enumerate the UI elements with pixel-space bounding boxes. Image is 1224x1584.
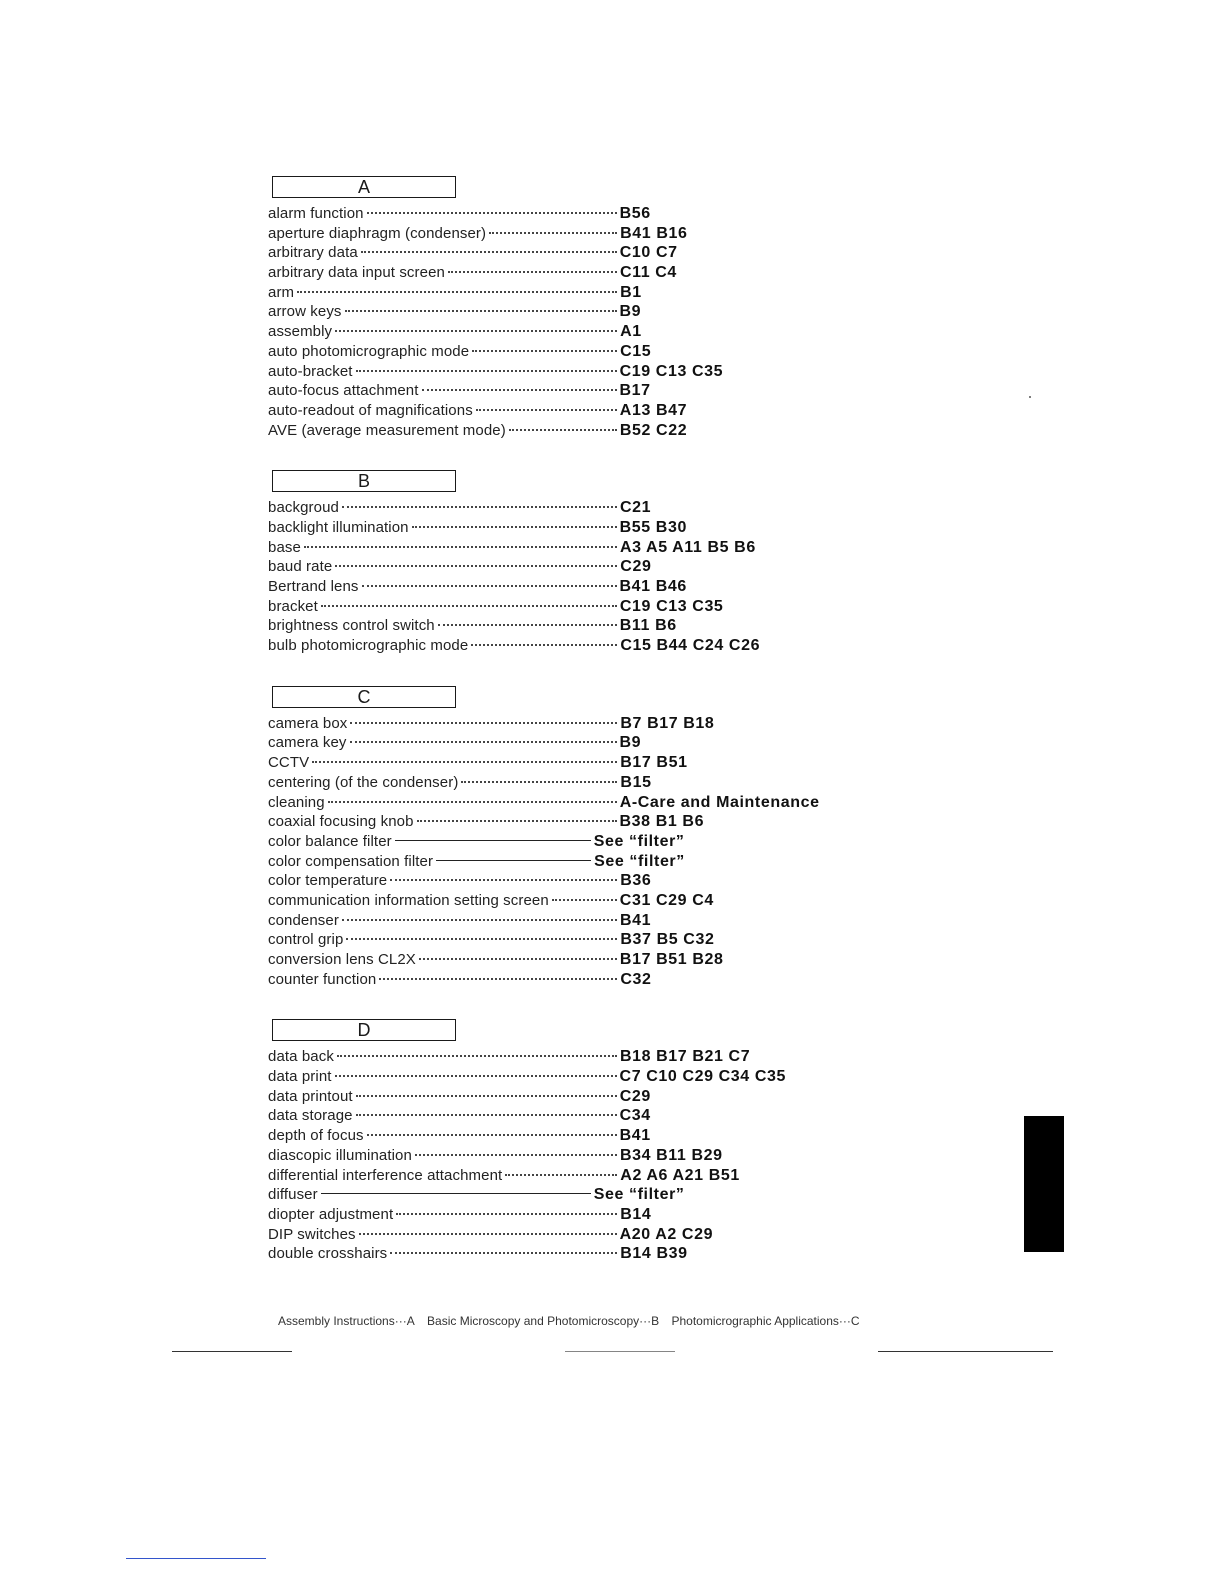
dot-leader xyxy=(417,820,617,822)
index-entry xyxy=(268,871,928,891)
page-references: B14 B39 xyxy=(620,1245,688,1263)
dot-leader xyxy=(379,978,617,980)
index-term: coaxial focusing knob xyxy=(268,813,414,831)
page-references: C32 xyxy=(620,970,652,988)
dot-leader xyxy=(346,938,617,940)
index-term: communication information setting screen xyxy=(268,891,549,909)
index-entry xyxy=(268,891,928,911)
dot-leader xyxy=(415,1154,617,1156)
scan-rule-middle xyxy=(565,1351,675,1352)
index-entry xyxy=(268,557,928,577)
index-term: auto-readout of magnifications xyxy=(268,401,473,419)
page-references: C7 C10 C29 C34 C35 xyxy=(619,1068,786,1086)
dot-leader xyxy=(461,781,617,783)
page-references: C15 B44 C24 C26 xyxy=(620,637,761,655)
index-term: control grip xyxy=(268,931,344,949)
dot-leader xyxy=(419,958,617,960)
index-section xyxy=(268,176,928,440)
page-references: B38 B1 B6 xyxy=(619,813,705,831)
page-references: B41 xyxy=(619,911,652,929)
dot-leader xyxy=(356,1114,617,1116)
index-entry xyxy=(268,1225,928,1245)
index-term: baud rate xyxy=(268,558,333,576)
footer-part-c: Photomicrographic Applications···C xyxy=(671,1314,860,1328)
index-term: auto-focus attachment xyxy=(268,382,419,400)
dot-leader xyxy=(335,330,617,332)
page-references: B41 B46 xyxy=(619,578,687,595)
dot-leader xyxy=(362,585,617,587)
page-references: B11 B6 xyxy=(619,617,677,635)
index-entry xyxy=(268,538,928,558)
dot-leader xyxy=(335,565,617,567)
index-entry xyxy=(268,518,928,538)
index-entry xyxy=(268,283,928,303)
section-letter-header: A xyxy=(272,176,456,198)
page-references: B9 xyxy=(619,734,642,752)
page-references: C11 C4 xyxy=(619,264,677,282)
page-references: B14 xyxy=(620,1205,652,1223)
index-entry xyxy=(268,1146,928,1166)
dot-leader xyxy=(396,1213,617,1215)
index-term: camera key xyxy=(268,734,347,752)
dot-leader xyxy=(359,1233,617,1235)
leader-line xyxy=(436,860,591,861)
index-term: depth of focus xyxy=(268,1127,364,1145)
index-term: counter function xyxy=(268,970,377,988)
page-references: C15 xyxy=(620,342,652,360)
dot-leader xyxy=(335,1075,617,1077)
index-term: AVE (average measurement mode) xyxy=(268,421,506,439)
index-term: arrow keys xyxy=(268,303,342,321)
index-term: auto photomicrographic mode xyxy=(268,342,470,360)
dot-leader xyxy=(328,801,617,803)
index-term: color balance filter xyxy=(268,832,392,850)
dot-leader xyxy=(448,271,617,273)
dot-leader xyxy=(390,879,617,881)
index-term: diffuser xyxy=(268,1186,318,1204)
dot-leader xyxy=(489,232,617,234)
index-entry xyxy=(268,1087,928,1107)
page-references: See “filter” xyxy=(594,852,685,870)
page-references: C29 xyxy=(620,558,652,576)
index-entry xyxy=(268,1244,928,1264)
index-entry xyxy=(268,498,928,518)
index-term: arm xyxy=(268,283,295,301)
dot-leader xyxy=(297,291,617,293)
index-term: brightness control switch xyxy=(268,617,435,635)
page-references: A1 xyxy=(620,323,642,341)
page-references: B41 xyxy=(619,1127,651,1145)
dot-leader xyxy=(505,1174,617,1176)
index-term: bracket xyxy=(268,597,318,615)
index-term: data printout xyxy=(268,1087,353,1105)
page-references: B34 B11 B29 xyxy=(619,1146,723,1164)
index-entry xyxy=(268,930,928,950)
scan-rule-right xyxy=(878,1351,1053,1352)
index-term: cleaning xyxy=(268,793,325,811)
page-references: See “filter” xyxy=(593,832,685,850)
dot-leader xyxy=(356,370,617,372)
page-references: A2 A6 A21 B51 xyxy=(620,1166,740,1184)
page-references: B55 B30 xyxy=(619,518,687,536)
index-entry xyxy=(268,950,928,970)
page-references: See “filter” xyxy=(593,1186,685,1204)
index-entry xyxy=(268,753,928,773)
index-term: centering (of the condenser) xyxy=(268,773,459,791)
index-entry xyxy=(268,1126,928,1146)
section-legend-footer xyxy=(278,1314,978,1328)
dot-leader xyxy=(361,251,617,253)
index-entry xyxy=(268,1047,928,1067)
dot-leader xyxy=(412,526,617,528)
index-entry xyxy=(268,577,928,597)
page-references: B17 B51 xyxy=(620,754,688,772)
index-term: auto-bracket xyxy=(268,362,353,380)
dot-leader xyxy=(509,429,617,431)
dot-leader xyxy=(438,624,617,626)
index-entry xyxy=(268,421,928,441)
index-entry xyxy=(268,1166,928,1186)
index-entry xyxy=(268,342,928,362)
index-term: DIP switches xyxy=(268,1225,356,1243)
index-entry xyxy=(268,204,928,224)
index-entry xyxy=(268,1106,928,1126)
index-term: color compensation filter xyxy=(268,852,434,870)
index-term: backlight illumination xyxy=(268,518,409,536)
section-letter-header: B xyxy=(272,470,456,492)
page-references: A3 A5 A11 B5 B6 xyxy=(619,538,756,556)
page-references: B15 xyxy=(620,773,652,791)
index-term: double crosshairs xyxy=(268,1245,388,1263)
dot-leader xyxy=(304,546,617,548)
page-references: B56 xyxy=(619,205,651,222)
index-term: data print xyxy=(268,1068,332,1086)
index-term: diascopic illumination xyxy=(268,1146,412,1164)
index-term: camera box xyxy=(268,714,348,732)
dot-leader xyxy=(356,1095,617,1097)
page-references: C21 xyxy=(619,499,652,517)
index-entry xyxy=(268,597,928,617)
dot-leader xyxy=(390,1252,617,1254)
index-entry xyxy=(268,1205,928,1225)
dot-leader xyxy=(367,1134,617,1136)
page-references: B41 B16 xyxy=(620,224,688,242)
index-term: data back xyxy=(268,1048,334,1066)
section-letter-header: C xyxy=(272,686,456,708)
index-term: base xyxy=(268,538,301,556)
index-term: condenser xyxy=(268,911,339,929)
alphabetical-index xyxy=(268,176,928,1294)
index-term: alarm function xyxy=(268,205,364,222)
page-references: A-Care and Maintenance xyxy=(619,793,820,811)
dot-leader xyxy=(552,899,617,901)
index-entry xyxy=(268,263,928,283)
dot-leader xyxy=(337,1055,617,1057)
footer-part-b: Basic Microscopy and Photomicroscopy···B xyxy=(427,1314,660,1328)
index-term: arbitrary data input screen xyxy=(268,264,445,282)
index-entry xyxy=(268,773,928,793)
dot-leader xyxy=(422,389,617,391)
index-section xyxy=(268,686,928,990)
index-entry xyxy=(268,636,928,656)
index-entry xyxy=(268,812,928,832)
index-term: Bertrand lens xyxy=(268,578,359,595)
index-entry xyxy=(268,793,928,813)
footer-part-a: Assembly Instructions···A xyxy=(278,1314,415,1328)
page-references: B7 B17 B18 xyxy=(620,714,715,732)
dot-leader xyxy=(472,350,617,352)
page-references: B1 xyxy=(620,283,642,301)
index-entry xyxy=(268,381,928,401)
page-references: A20 A2 C29 xyxy=(619,1225,714,1243)
index-entry xyxy=(268,616,928,636)
index-term: CCTV xyxy=(268,754,310,772)
index-term: color temperature xyxy=(268,872,388,890)
dot-leader xyxy=(471,644,617,646)
index-entry xyxy=(268,714,928,734)
page-references: B17 xyxy=(619,382,651,400)
dot-leader xyxy=(321,605,617,607)
scan-rule-left xyxy=(172,1351,292,1352)
page-references: C31 C29 C4 xyxy=(619,891,714,909)
section-letter-header: D xyxy=(272,1019,456,1041)
index-entry xyxy=(268,970,928,990)
page-references: C19 C13 C35 xyxy=(619,597,724,615)
page-references: C29 xyxy=(619,1087,651,1105)
index-term: bulb photomicrographic mode xyxy=(268,637,469,655)
index-term: differential interference attachment xyxy=(268,1166,503,1184)
index-entry xyxy=(268,322,928,342)
index-entry xyxy=(268,1185,928,1205)
index-entry xyxy=(268,302,928,322)
index-term: backgroud xyxy=(268,499,339,517)
page-references: A13 B47 xyxy=(619,401,688,419)
index-term: aperture diaphragm (condenser) xyxy=(268,224,487,242)
page-references: C19 C13 C35 xyxy=(619,362,724,380)
dot-leader xyxy=(350,722,617,724)
index-section xyxy=(268,1019,928,1264)
index-term: conversion lens CL2X xyxy=(268,951,416,968)
index-entry xyxy=(268,243,928,263)
index-entry xyxy=(268,1067,928,1087)
dot-leader xyxy=(342,506,617,508)
index-section xyxy=(268,470,928,656)
index-entry xyxy=(268,911,928,931)
scan-speck xyxy=(1029,396,1031,398)
dot-leader xyxy=(350,741,617,743)
page-references: B52 C22 xyxy=(619,421,688,439)
leader-line xyxy=(395,840,591,841)
page-references: B18 B17 B21 C7 xyxy=(619,1048,751,1066)
scan-rule-blue xyxy=(126,1558,266,1559)
page-references: B17 B51 B28 xyxy=(619,951,724,968)
thumb-index-tab xyxy=(1024,1116,1064,1252)
page-references: C34 xyxy=(619,1107,651,1125)
index-term: arbitrary data xyxy=(268,244,358,262)
index-term: data storage xyxy=(268,1107,353,1125)
index-term: assembly xyxy=(268,323,333,341)
index-entry xyxy=(268,733,928,753)
dot-leader xyxy=(342,919,617,921)
dot-leader xyxy=(367,212,617,214)
index-term: diopter adjustment xyxy=(268,1205,394,1223)
index-entry xyxy=(268,224,928,244)
page-references: C10 C7 xyxy=(619,244,678,262)
dot-leader xyxy=(345,310,617,312)
page-references: B37 B5 C32 xyxy=(620,931,715,949)
index-entry xyxy=(268,401,928,421)
index-entry xyxy=(268,362,928,382)
index-entry xyxy=(268,852,928,872)
leader-line xyxy=(321,1193,591,1194)
page-references: B36 xyxy=(620,872,652,890)
dot-leader xyxy=(476,409,617,411)
index-entry xyxy=(268,832,928,852)
dot-leader xyxy=(312,761,617,763)
page-references: B9 xyxy=(619,303,642,321)
